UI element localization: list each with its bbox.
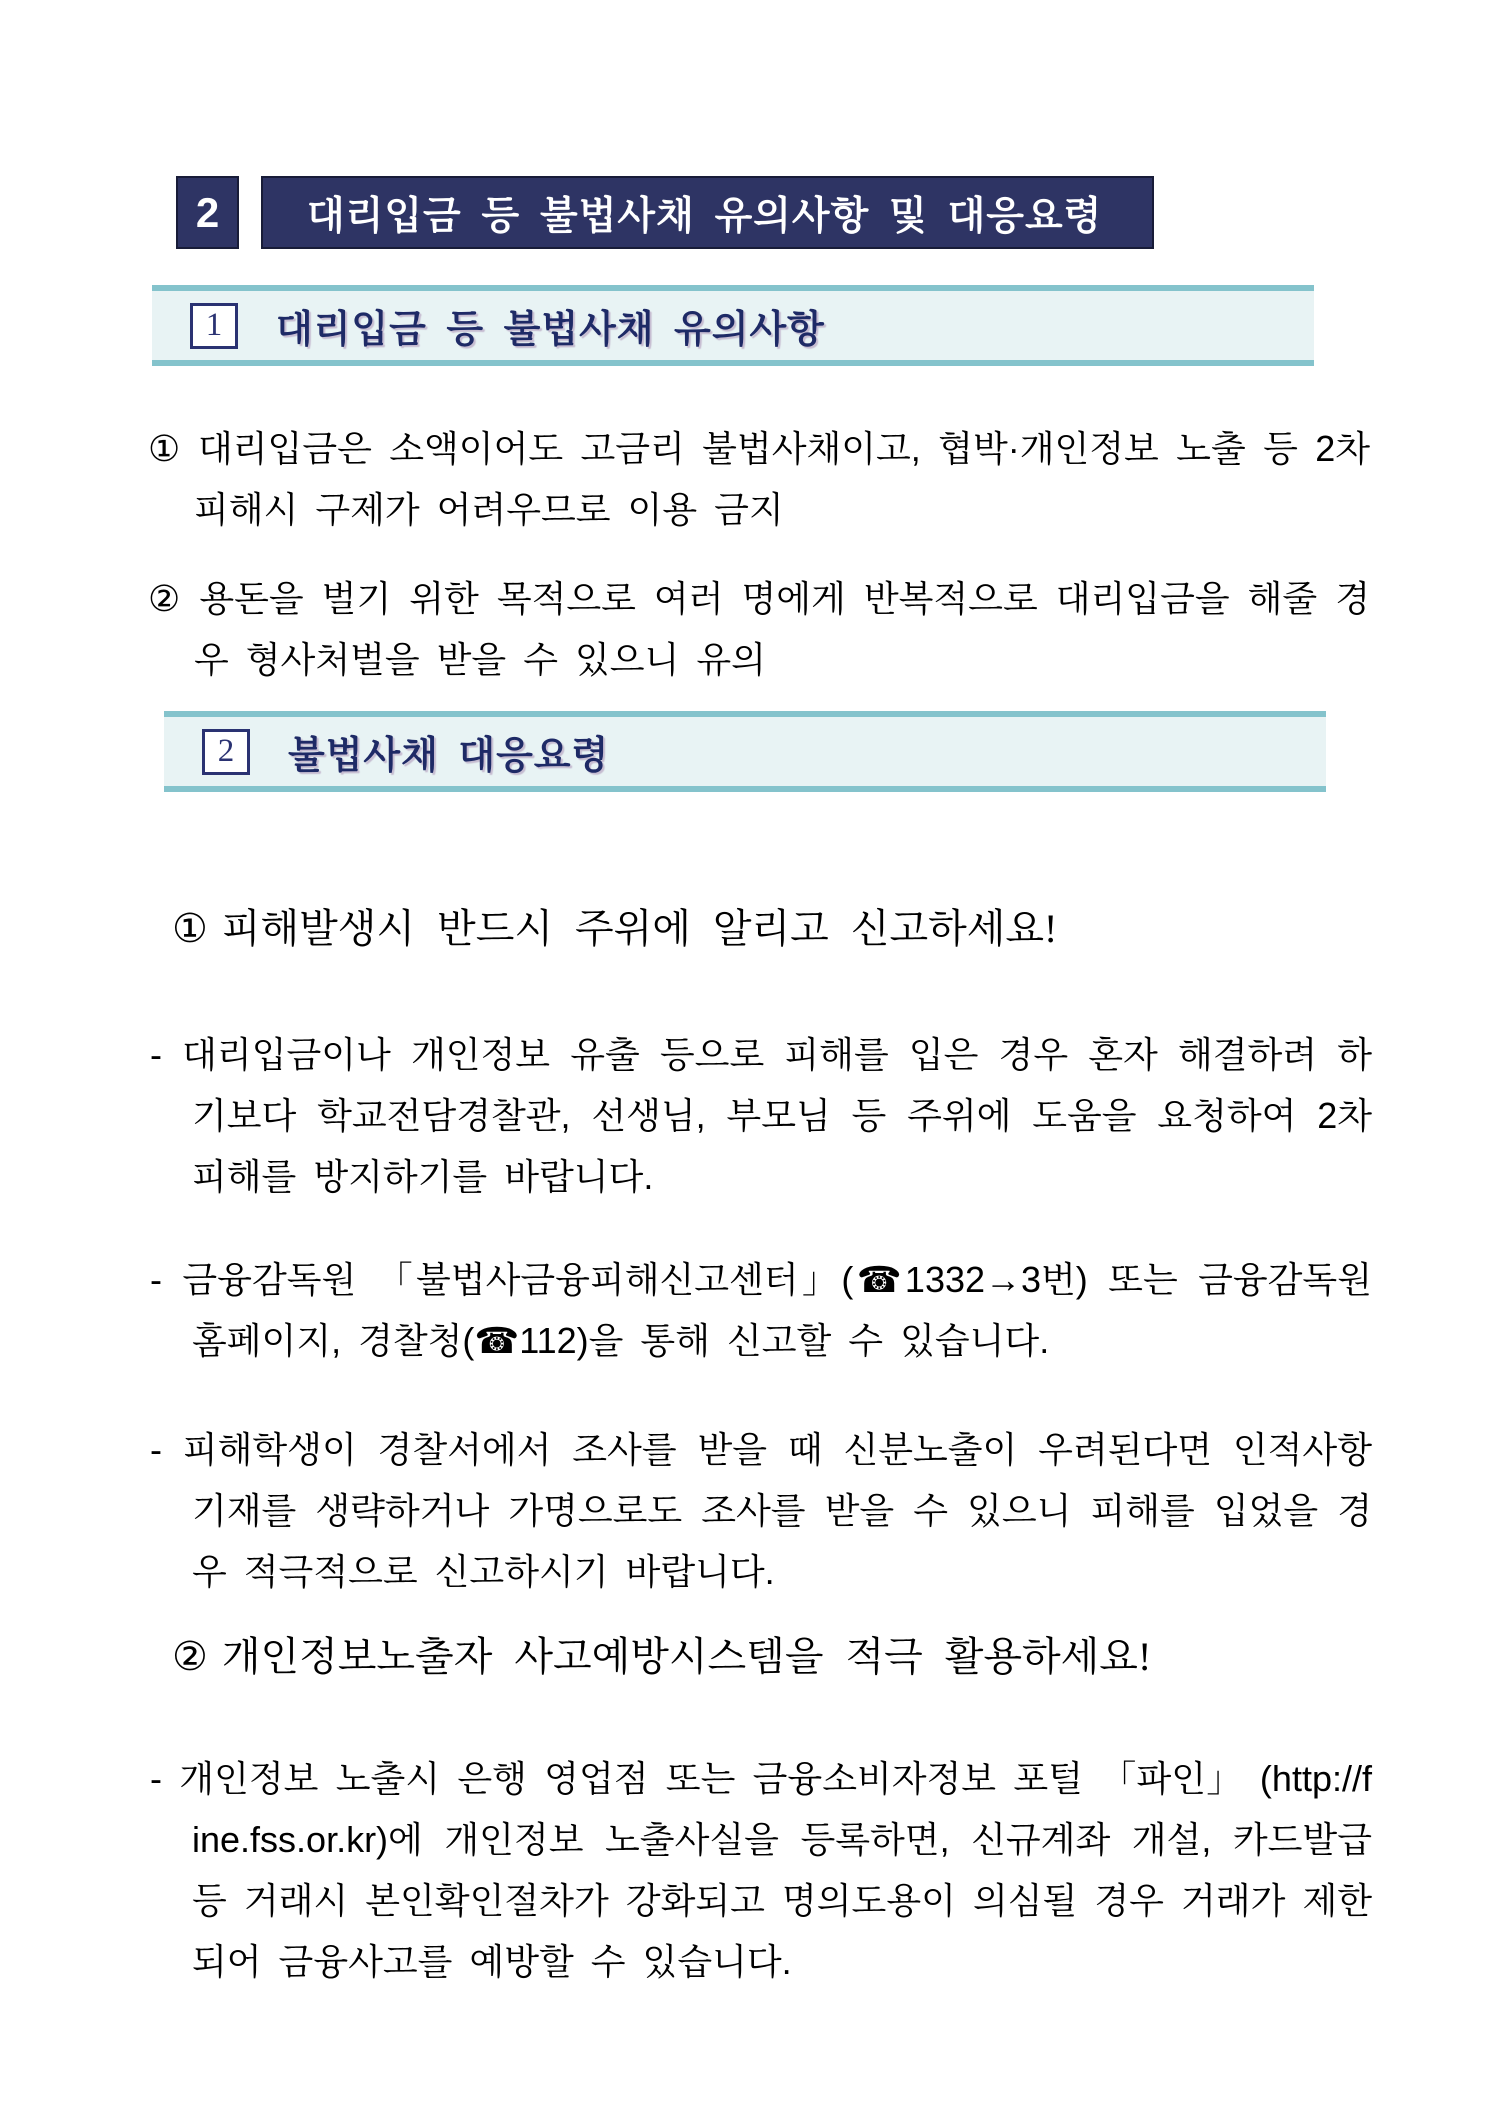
statement-2-marker: ② bbox=[172, 1634, 208, 1679]
dash-marker-4: - bbox=[150, 1758, 162, 1799]
notice-paragraph-2-text: 용돈을 벌기 위한 목적으로 여러 명에게 반복적으로 대리입금을 해줄 경우 형사처벌을 받을 수 있으니 유의 bbox=[194, 578, 1370, 680]
dash-marker-3: - bbox=[150, 1429, 162, 1470]
section-2-number-box: 2 bbox=[202, 729, 250, 775]
notice-paragraph-2 bbox=[148, 568, 1370, 690]
statement-1-marker: ① bbox=[172, 906, 208, 951]
circled-number-marker-1: ① bbox=[148, 428, 181, 469]
dash-marker-1: - bbox=[150, 1034, 162, 1075]
statement-report bbox=[148, 904, 1370, 954]
circled-number-marker-2: ② bbox=[148, 578, 182, 619]
chapter-number-badge: 2 bbox=[176, 176, 239, 249]
chapter-title-bar: 대리입금 등 불법사채 유의사항 및 대응요령 bbox=[261, 176, 1154, 249]
statement-2-text: 개인정보노출자 사고예방시스템을 적극 활용하세요! bbox=[221, 1634, 1152, 1679]
dash-paragraph-3 bbox=[150, 1419, 1372, 1602]
dash-paragraph-4-text: 개인정보 노출시 은행 영업점 또는 금융소비자정보 포털 「파인」 (http://fine.fss.or.kr)에 개인정보 노출사실을 등록하면, 신규계좌 개설, 카드발급 등 거래시 본인확인절차가 강화되고 명의도용이 의심될 경우 거래가 제한되어 금융사고를 예방할 수 있습니다. bbox=[179, 1758, 1372, 1982]
dash-paragraph-4 bbox=[150, 1748, 1372, 1992]
section-2-title: 불법사채 대응요령 bbox=[288, 735, 610, 777]
notice-paragraph-1-text: 대리입금은 소액이어도 고금리 불법사채이고, 협박·개인정보 노출 등 2차 피해시 구제가 어려우므로 이용 금지 bbox=[194, 428, 1370, 530]
dash-marker-2: - bbox=[150, 1259, 162, 1300]
section-header-2 bbox=[164, 711, 1326, 792]
statement-1-text: 피해발생시 반드시 주위에 알리고 신고하세요! bbox=[221, 906, 1058, 951]
section-header-1 bbox=[152, 285, 1314, 366]
notice-paragraph-1 bbox=[148, 418, 1370, 540]
dash-paragraph-3-text: 피해학생이 경찰서에서 조사를 받을 때 신분노출이 우려된다면 인적사항 기재를 생략하거나 가명으로도 조사를 받을 수 있으니 피해를 입었을 경우 적극적으로 신고하시기 바랍니다. bbox=[182, 1429, 1372, 1592]
dash-paragraph-2-text: 금융감독원 「불법사금융피해신고센터」(☎1332→3번) 또는 금융감독원 홈페이지, 경찰청(☎112)을 통해 신고할 수 있습니다. bbox=[182, 1259, 1372, 1361]
section-1-title: 대리입금 등 불법사채 유의사항 bbox=[276, 309, 825, 351]
statement-prevention-system bbox=[148, 1632, 1370, 1682]
chapter-header bbox=[176, 176, 1370, 249]
section-1-number-box: 1 bbox=[190, 303, 238, 349]
dash-paragraph-1-text: 대리입금이나 개인정보 유출 등으로 피해를 입은 경우 혼자 해결하려 하기보다 학교전담경찰관, 선생님, 부모님 등 주위에 도움을 요청하여 2차 피해를 방지하기를 바랍니다. bbox=[182, 1034, 1372, 1197]
dash-paragraph-1 bbox=[150, 1024, 1372, 1207]
dash-paragraph-2 bbox=[150, 1249, 1372, 1371]
